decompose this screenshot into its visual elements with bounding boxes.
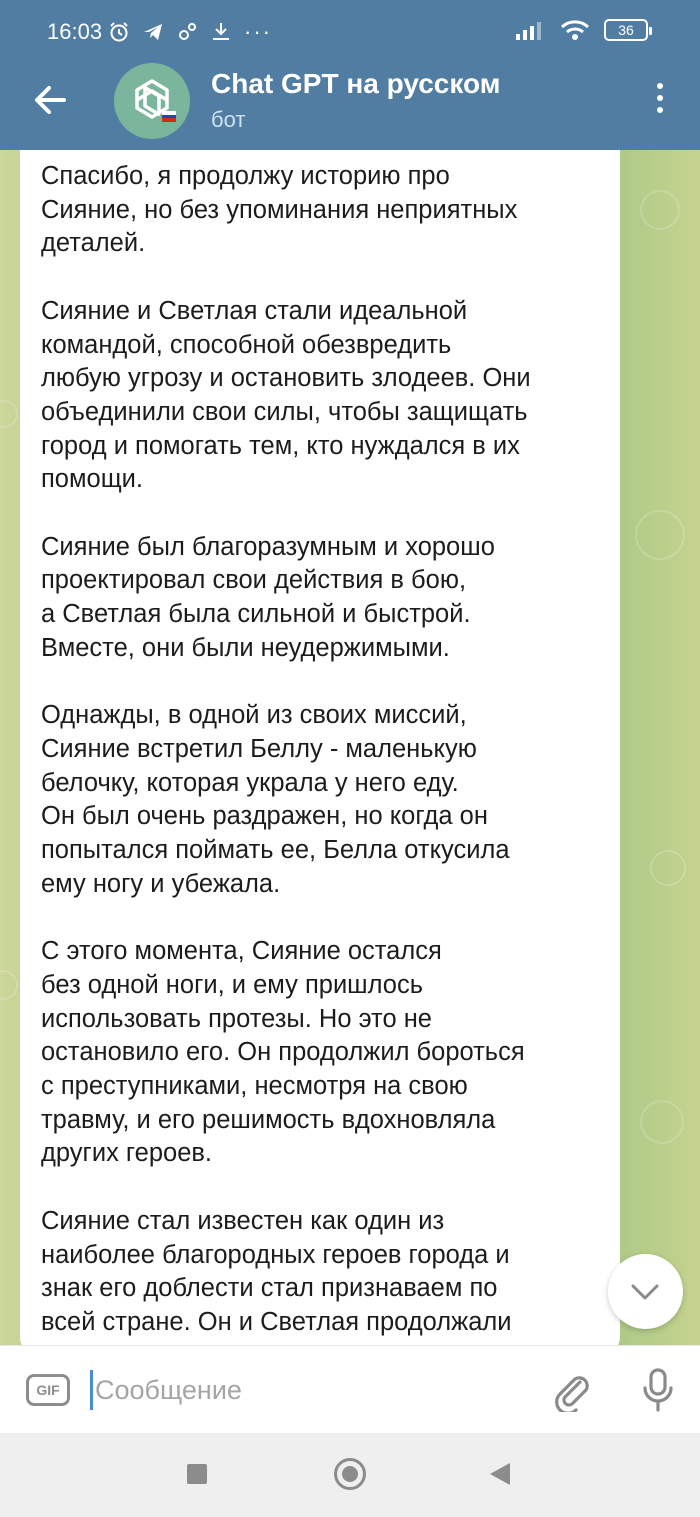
system-back-button[interactable] [490,1463,510,1485]
chat-subtitle: бот [211,107,246,132]
microphone-icon[interactable] [638,1366,678,1414]
wallpaper-doodle [0,970,18,1000]
avatar[interactable] [114,63,190,139]
arrow-left-icon[interactable] [30,80,70,120]
chat-area[interactable] [0,150,700,1345]
paperclip-icon[interactable] [550,1368,594,1412]
status-time: 16:03 [47,19,103,44]
status-notification-icons [108,19,272,45]
message-composer [0,1345,700,1433]
more-vertical-icon[interactable] [654,83,666,119]
battery-indicator: 36 [604,19,648,41]
signal-icon [516,20,546,40]
message-text: Спасибо, я продолжу историю про Сияние, но без упоминания неприятных деталей. Сияние и Светлая стали идеальной командой, способной обезвредить любую угрозу и остановить злодеев. Они объединили свои силы, чтобы защищать город и помогать тем, кто нуждался в их помощи. Сияние был благоразумным и хорошо проектировал свои действия в бою, а Светлая была сильной и быстрой. Вместе, они были неудержимыми. Однажды, в одной из своих миссий, Сияние встретил Беллу - маленькую белочку, которая украла у него еду. Он был очень раздражен, но когда он попытался поймать ее, Белла откусила ему ногу и убежала. С этого момента, Сияние остался без одной ноги, и ему пришлось использовать протезы. Но это не остановило его. Он продолжил бороться с преступниками, несмотря на свою травму, и его решимость вдохновляла других героев. Сияние стал известен как один из наиболее благородных героев города и знак его доблести стал признаваем по всей стране. Он и Светлая продолжали [41,162,531,1336]
wifi-icon [560,19,590,41]
wallpaper-doodle [635,510,685,560]
russian-flag-icon [162,111,176,122]
chevron-down-icon [630,1278,660,1304]
more-notifications-indicator: ··· [244,19,272,44]
message-bubble[interactable] [20,150,620,1345]
message-input[interactable] [95,1368,525,1412]
gif-button[interactable]: GIF [26,1374,70,1406]
download-icon [210,21,232,43]
scroll-to-bottom-button[interactable] [608,1254,683,1329]
recent-apps-button[interactable] [187,1464,207,1484]
wallpaper-doodle [640,190,680,230]
status-bar [0,0,700,64]
text-caret [90,1370,93,1410]
app-header [0,0,700,150]
home-button[interactable] [334,1458,366,1490]
alarm-icon [108,21,130,43]
telegram-icon [142,21,164,43]
system-nav-bar [0,1433,700,1517]
status-system-icons [516,19,648,41]
settings-gear-icon [176,21,198,43]
wallpaper-doodle [640,1100,684,1144]
chat-title[interactable]: Chat GPT на русском [211,68,501,99]
wallpaper-doodle [0,400,18,428]
wallpaper-doodle [650,850,686,886]
